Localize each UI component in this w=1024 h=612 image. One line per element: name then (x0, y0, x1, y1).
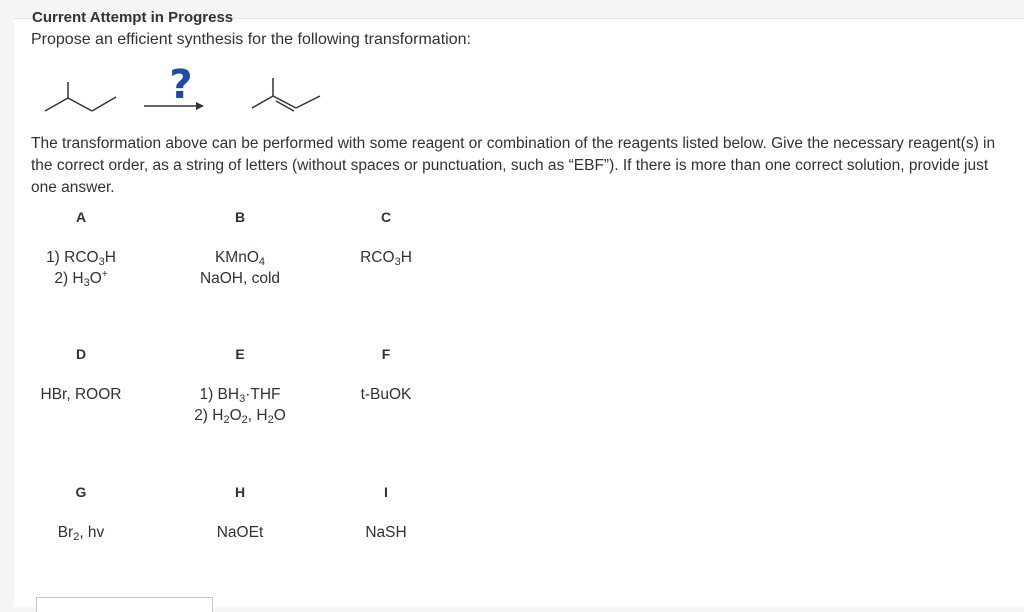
reagent-i: NaSH (365, 524, 407, 541)
reagent-label-d: D (75, 346, 87, 362)
section-heading: Current Attempt in Progress (32, 9, 234, 26)
reagent-label-f: F (381, 346, 391, 362)
reagent-label-h: H (234, 484, 246, 500)
reagent-h: NaOEt (216, 524, 264, 541)
starting-material-structure (45, 82, 116, 111)
reagent-label-b: B (234, 209, 246, 225)
reaction-scheme (40, 56, 340, 126)
reagent-label-g: G (75, 484, 87, 500)
reagent-label-c: C (380, 209, 392, 225)
reagent-c: $RCO_3H$ (360, 249, 412, 268)
reagent-a: 1) $RCO_3H$ 2) $H_3O^+$ (46, 249, 116, 289)
reagent-e: 1) $BH_3\cdot THF$ 2) $H_2O_2$, $H_2O$ (194, 386, 286, 426)
question-prompt: Propose an efficient synthesis for the following transformation: (31, 31, 471, 48)
question-mark-icon: ? (169, 62, 193, 108)
reagent-g: $Br_2$, hv (57, 524, 105, 543)
reagent-label-a: A (75, 209, 87, 225)
reagent-b: KMnO$_4$ NaOH, cold (199, 249, 281, 287)
answer-input[interactable] (36, 597, 213, 612)
reagent-label-i: I (384, 484, 388, 500)
reagent-d: HBr, ROOR (40, 386, 122, 403)
reagent-f: t-BuOK (360, 386, 412, 403)
product-structure (252, 78, 320, 111)
reagent-label-e: E (235, 346, 245, 362)
instructions-text: The transformation above can be performed with some reagent or combination of the reagents listed below. Give the necessary reagent(s) in the correct order, as a string of letters (without spaces or punctuation, such as “EBF”). If there is more than one correct solution, provide just one answer. (31, 135, 996, 196)
